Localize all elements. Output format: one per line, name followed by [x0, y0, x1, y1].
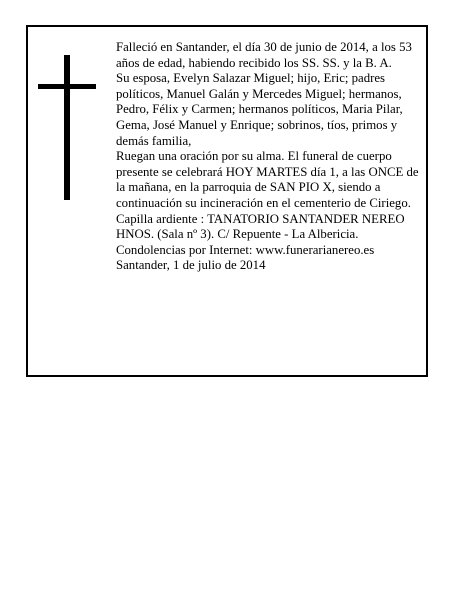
funeral-details: Ruegan una oración por su alma. El funeral de cuerpo presente se celebrará HOY MARTES día 1, a las ONCE de la mañana, en la parroquia de SAN PIO X, siendo a continuación su incineración en el cementerio de Ciriego. Capilla ardiente : TANATORIO SANTANDER NEREO HNOS. (Sala nº 3). C/ Repuente - La Albericia. — [116, 149, 419, 242]
family-list: Su esposa, Evelyn Salazar Miguel; hijo, Eric; padres políticos, Manuel Galán y Mercedes Miguel; hermanos, Pedro, Félix y Carmen; hermanos políticos, Maria Pilar, Gema, José Manuel y Enrique; sobrinos, tíos, primos y demás familia, — [116, 71, 403, 148]
obituary-notice-frame — [26, 25, 428, 377]
death-announcement: Falleció en Santander, el día 30 de junio de 2014, a los 53 años de edad, habiendo recibido los SS. SS. y la B. A. — [116, 40, 412, 70]
cross-vertical-bar — [64, 55, 70, 200]
cross-icon — [38, 55, 96, 200]
place-date-line: Santander, 1 de julio de 2014 — [116, 258, 266, 273]
cross-horizontal-bar — [38, 84, 96, 89]
obituary-text — [116, 40, 421, 274]
condolences-line: Condolencias por Internet: www.funerarianereo.es — [116, 242, 375, 257]
